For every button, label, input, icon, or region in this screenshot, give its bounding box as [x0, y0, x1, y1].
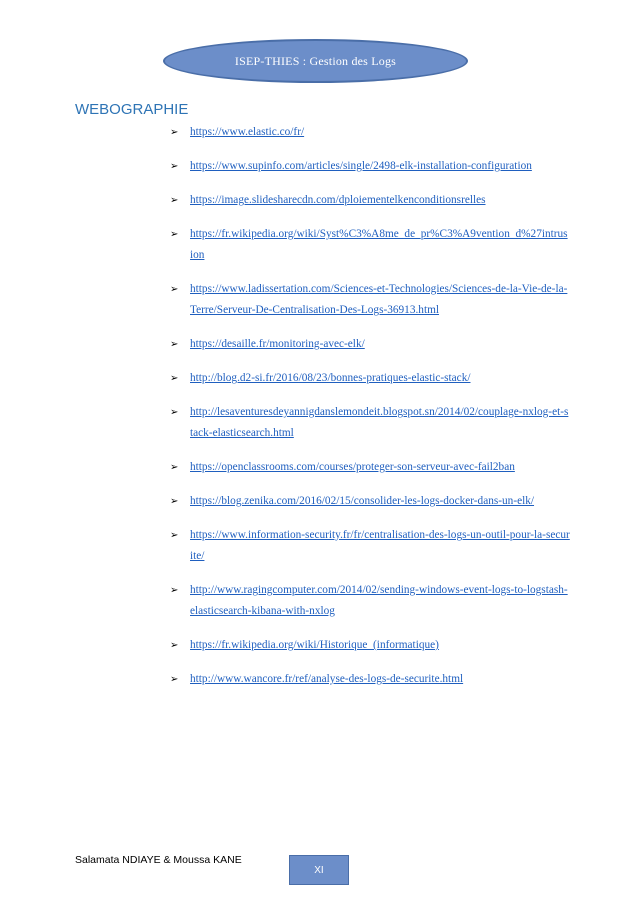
reference-link[interactable]: https://fr.wikipedia.org/wiki/Syst%C3%A8me_de_pr%C3%A9vention_d%27intrusion: [190, 228, 568, 261]
arrow-bullet-icon: ➢: [170, 284, 179, 295]
reference-link[interactable]: https://blog.zenika.com/2016/02/15/consolider-les-logs-docker-dans-un-elk/: [190, 495, 535, 507]
list-item: [170, 122, 570, 143]
arrow-bullet-icon: ➢: [170, 127, 179, 138]
reference-link[interactable]: https://desaille.fr/monitoring-avec-elk/: [190, 338, 365, 350]
reference-link[interactable]: http://www.ragingcomputer.com/2014/02/sending-windows-event-logs-to-logstash-elasticsearch-kibana-with-nxlog: [190, 584, 568, 617]
reference-link[interactable]: https://fr.wikipedia.org/wiki/Historique_(informatique): [190, 639, 439, 651]
arrow-bullet-icon: ➢: [170, 496, 179, 507]
reference-link[interactable]: https://openclassrooms.com/courses/proteger-son-serveur-avec-fail2ban: [190, 461, 515, 473]
reference-link[interactable]: https://www.ladissertation.com/Sciences-et-Technologies/Sciences-de-la-Vie-de-la-Terre/Serveur-De-Centralisation-Des-Logs-36913.html: [190, 283, 568, 316]
link-list: [170, 122, 570, 703]
arrow-bullet-icon: ➢: [170, 407, 179, 418]
list-item: [170, 156, 570, 177]
reference-link[interactable]: https://www.information-security.fr/fr/centralisation-des-logs-un-outil-pour-la-securite/: [190, 529, 570, 562]
reference-link[interactable]: http://lesaventuresdeyannigdanslemondeit.blogspot.sn/2014/02/couplage-nxlog-et-stack-elasticsearch.html: [190, 406, 569, 439]
arrow-bullet-icon: ➢: [170, 462, 179, 473]
list-item: [170, 190, 570, 211]
list-item: [170, 224, 570, 266]
page-number-badge: [289, 855, 349, 885]
list-item: [170, 669, 570, 690]
arrow-bullet-icon: ➢: [170, 530, 179, 541]
arrow-bullet-icon: ➢: [170, 195, 179, 206]
list-item: [170, 279, 570, 321]
page-number: XI: [314, 864, 324, 876]
arrow-bullet-icon: ➢: [170, 640, 179, 651]
list-item: [170, 334, 570, 355]
list-item: [170, 368, 570, 389]
header-banner: [163, 39, 468, 83]
arrow-bullet-icon: ➢: [170, 161, 179, 172]
reference-link[interactable]: https://www.supinfo.com/articles/single/2498-elk-installation-configuration: [190, 160, 532, 172]
list-item: [170, 457, 570, 478]
arrow-bullet-icon: ➢: [170, 373, 179, 384]
arrow-bullet-icon: ➢: [170, 674, 179, 685]
reference-link[interactable]: http://blog.d2-si.fr/2016/08/23/bonnes-pratiques-elastic-stack/: [190, 372, 471, 384]
list-item: [170, 525, 570, 567]
section-title: WEBOGRAPHIE: [75, 101, 189, 118]
list-item: [170, 491, 570, 512]
arrow-bullet-icon: ➢: [170, 339, 179, 350]
reference-link[interactable]: https://image.slidesharecdn.com/dploiementelkenconditionsrelles: [190, 194, 486, 206]
arrow-bullet-icon: ➢: [170, 229, 179, 240]
footer-authors: Salamata NDIAYE & Moussa KANE: [75, 854, 242, 866]
reference-link[interactable]: http://www.wancore.fr/ref/analyse-des-logs-de-securite.html: [190, 673, 464, 685]
header-title: ISEP-THIES : Gestion des Logs: [234, 53, 397, 68]
list-item: [170, 635, 570, 656]
list-item: [170, 402, 570, 444]
arrow-bullet-icon: ➢: [170, 585, 179, 596]
reference-link[interactable]: https://www.elastic.co/fr/: [190, 126, 305, 138]
list-item: [170, 580, 570, 622]
